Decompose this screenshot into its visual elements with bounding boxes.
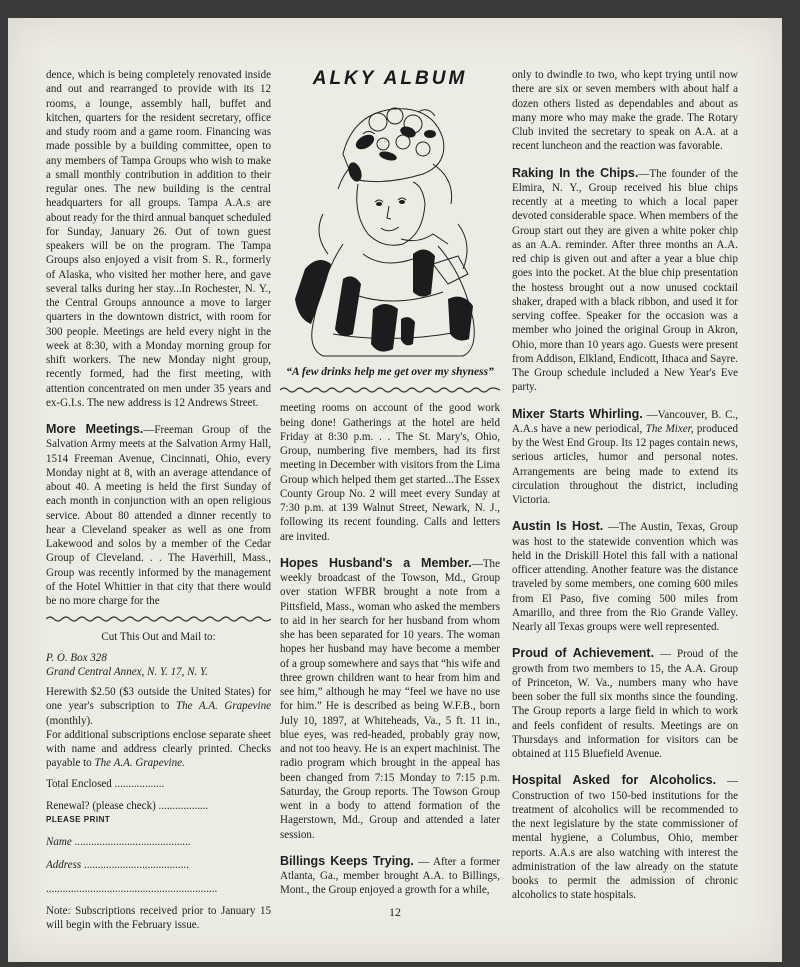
name-field[interactable] (46, 835, 271, 849)
magazine-page (8, 18, 782, 962)
column-left (46, 68, 271, 933)
page-number: 12 (389, 905, 401, 919)
proud-heading: Proud of Achievement. (512, 646, 655, 661)
annex-address: Grand Central Annex, N. Y. 17, N. Y. (46, 665, 208, 678)
column-middle (280, 68, 500, 898)
mixer-body-post: produced by the West End Group. Its 12 pages contain news, serious articles, humor and personal notes. Arrangements are being made to extend its circulation throughout the district, including Victoria. (512, 422, 738, 506)
renewal-label: Renewal? (please check) (46, 799, 156, 812)
total-label: Total Enclosed (46, 777, 112, 790)
hospital-heading: Hospital Asked for Alcoholics. (512, 773, 717, 788)
billings-body: — After a former Atlanta, Ga., member brought A.A. to Billings, Mont., the Group enjoyed a growth for a while, (280, 855, 500, 897)
total-dots: .................. (111, 777, 165, 790)
more-meetings-article (46, 422, 271, 608)
cartoon-caption: “A few drinks help me get over my shyness” (286, 366, 494, 379)
additional-magazine: The A.A. Grapevine. (94, 757, 185, 770)
proud-body: — Proud of the growth from two members to 15, the A.A. Group of Princeton, W. Va., numbers many who have been sober the full six months since the founding. The Group reports a large field in which to work and feels confident of results. Meetings are on Thursdays and information for visitors can be obtained at 115 Bluefield Avenue. (512, 648, 739, 760)
mixer-magazine: The Mixer, (645, 422, 694, 435)
hopes-husband-article (280, 556, 500, 842)
address-label: Address (46, 858, 82, 871)
mixer-body-pre: —Vancouver, B. C., A.A.s have a new periodical, (512, 408, 738, 435)
hopes-husband-heading: Hopes Husband's a Member. (280, 555, 472, 570)
name-dots: .......................................... (71, 836, 191, 849)
hospital-body: — Construction of two 150-bed institutions for the treatment of alcoholics will be recommended to the next legislature by the state commissioner of mental hygiene, a Columbus, Ohio, member reports. A.A.s are also watching with interest the administration of the law already on the statute books to permit the admission of chronic alcoholics to state hospitals. (512, 775, 738, 902)
billings-heading: Billings Keeps Trying. (280, 853, 414, 868)
billings-continued-paragraph: only to dwindle to two, who kept trying until now there are six or seven members with about half a dozen others listed as dependables and about as many more who may make the grade. The Rotary Club invited the secretary to speak on A.A. at a recent luncheon and the reaction was favorable. (512, 69, 738, 153)
renewal-field[interactable] (46, 799, 271, 813)
please-print-label: PLEASE PRINT (46, 815, 111, 824)
hospital-article (512, 773, 738, 902)
more-meetings-body: —Freeman Group of the Salvation Army meets at the Salvation Army Hall, 1514 Freeman Avenue, Cincinnati, Ohio, every Monday night at 8, with an average attendance of about 40. A meeting is held the first Sunday of each month in conjunction with an open religious service. About 80 attended a dinner recently to hear a Cleveland speaker as well as one from Lakewood and solos by a member of the Cedar Group of Cleveland. . . The Haverhill, Mass., Group was recently informed by the management of the Hotel Whittier in that city that there would be no more charge for the (46, 424, 271, 607)
raking-chips-heading: Raking In the Chips. (512, 165, 639, 180)
wavy-divider (46, 614, 271, 624)
po-box: P. O. Box 328 (46, 651, 107, 664)
tampa-rochester-paragraph: dence, which is being completely renovated inside and out and rearranged to provide with its 12 rooms, a lounge, assembly hall, buffet and kitchen, quarters for the resident secretary, office and study room and a game room. Financing was made possible by a building committee, open to any members of Tampa Groups who wish to make a small monthly contribution in addition to their regular ones. The new building is the central headquarters for all groups. Tampa A.A.s are about ready for the third annual banquet scheduled for Sunday, January 26. Out of town guest speakers will be on the program. The Tampa Groups also enjoyed a visit from S. R., formerly of Alaska, who visited her mother here, and gave several talks during her stay...In Rochester, N. Y., the Central Groups announce a move to larger quarters in the downtown district, with room for 300 people. Meetings are held every night in the week at 8:30, with a Monday morning group for shift workers. The new Monday night group, recently formed, had the first meeting, with attention concentrated on men under 35 years and ex-G.I.s. The new address is 12 Andrews Street. (46, 69, 271, 409)
austin-body: —The Austin, Texas, Group was host to the statewide convention which was held in the Driskill Hotel this fall with a national officer attending. Another feature was the distance traveled by some members, one coming 600 miles from El Paso, five coming 500 miles from Amarillo, and three from the Rio Grande Valley. Nearly all Texas groups were well represented. (512, 521, 738, 633)
herewith-post: (monthly). (46, 714, 93, 727)
shy-drinker-cartoon-illustration (283, 94, 498, 359)
herewith-pre: Herewith $2.50 ($3 outside the United States) for one year's subscription to (46, 686, 271, 713)
subscription-form (46, 630, 271, 932)
mixer-article (512, 407, 738, 508)
total-enclosed-field[interactable] (46, 777, 271, 791)
address-field[interactable] (46, 858, 271, 872)
st-marys-essex-paragraph: meeting rooms on account of the good work being done! Gatherings at the hotel are held Friday at 8:30 p.m. . . The St. Mary's, Ohio, Group, numbering five members, had its first meeting in December with visitors from the Lima Group which helped them get started...The Essex County Group No. 2 will meet every Sunday at 7:30 p.m. at 139 Walnut Street, Newark, N. J., following its recent founding. Calls and letters are invited. (280, 402, 500, 543)
herewith-magazine: The A.A. Grapevine (175, 700, 271, 713)
address-line-2[interactable]: .............................................................. (46, 882, 218, 895)
name-label: Name (46, 836, 72, 849)
additional-pre: For additional subscriptions enclose separate sheet with name and address clearly printed. Checks payable to (46, 728, 271, 770)
proud-article (512, 646, 738, 761)
address-dots: ...................................... (81, 858, 189, 871)
billings-article (280, 854, 500, 898)
renewal-dots: .................. (155, 799, 209, 812)
raking-chips-body: —The founder of the Elmira, N. Y., Group received his blue chips recently at a meeting to which a local paper devoted considerable space. When members of the Group start out they are given a white poker chip as an A.A. reminder. After three months an A.A. red chip is given out and after a year a blue chip goes into the pocket. At the blue chip presentation the hostess brought out a now unused cocktail shaker, draped with a black ribbon, and used it for serving coffee. Speaker for the occasion was a member who joined the original Group in Akron, Ohio, more than 10 years ago. Guests were present from Addison, Elkland, Endicott, Ithaca and Sayre. The Group schedule included a New Year's Eve party. (512, 167, 738, 394)
alky-album-title: ALKY ALBUM (312, 68, 468, 89)
wavy-divider (280, 385, 500, 395)
column-right (512, 68, 738, 903)
raking-chips-article (512, 166, 738, 395)
austin-heading: Austin Is Host. (512, 519, 604, 534)
hopes-husband-body: —The weekly broadcast of the Towson, Md., Group over station WFBR brought a note from a Pittsfield, Mass., woman who asked the members to aid in her search for her husband from whom she has been separated for 10 years. The woman hopes her husband may have become a member of a group somewhere and says that “his wife and three grown children want to hear from him and see him,” although he may “feel we have no use for him.” He is described as being W.F.B., born July 10, 1897, at Whiteheads, Va., 5 ft. 11 in., blue eyes, was red-headed, probably gray now, and not too heavy. He is an expert machinist. The radio program which brought in the appeal has been changed from 7:15 Monday to 7:15 p.m. Saturday, the Group reports. The Towson Group went in a body to attend formation of the Hagerstown, Md., Group and attended a later session. (280, 557, 500, 841)
form-title: Cut This Out and Mail to: (101, 631, 216, 644)
more-meetings-heading: More Meetings. (46, 422, 144, 436)
additional-text (46, 728, 271, 771)
mixer-heading: Mixer Starts Whirling. (512, 406, 643, 421)
herewith-text (46, 685, 271, 728)
subscription-note: Note: Subscriptions received prior to January 15 will begin with the February issue. (46, 905, 271, 932)
austin-article (512, 519, 738, 634)
